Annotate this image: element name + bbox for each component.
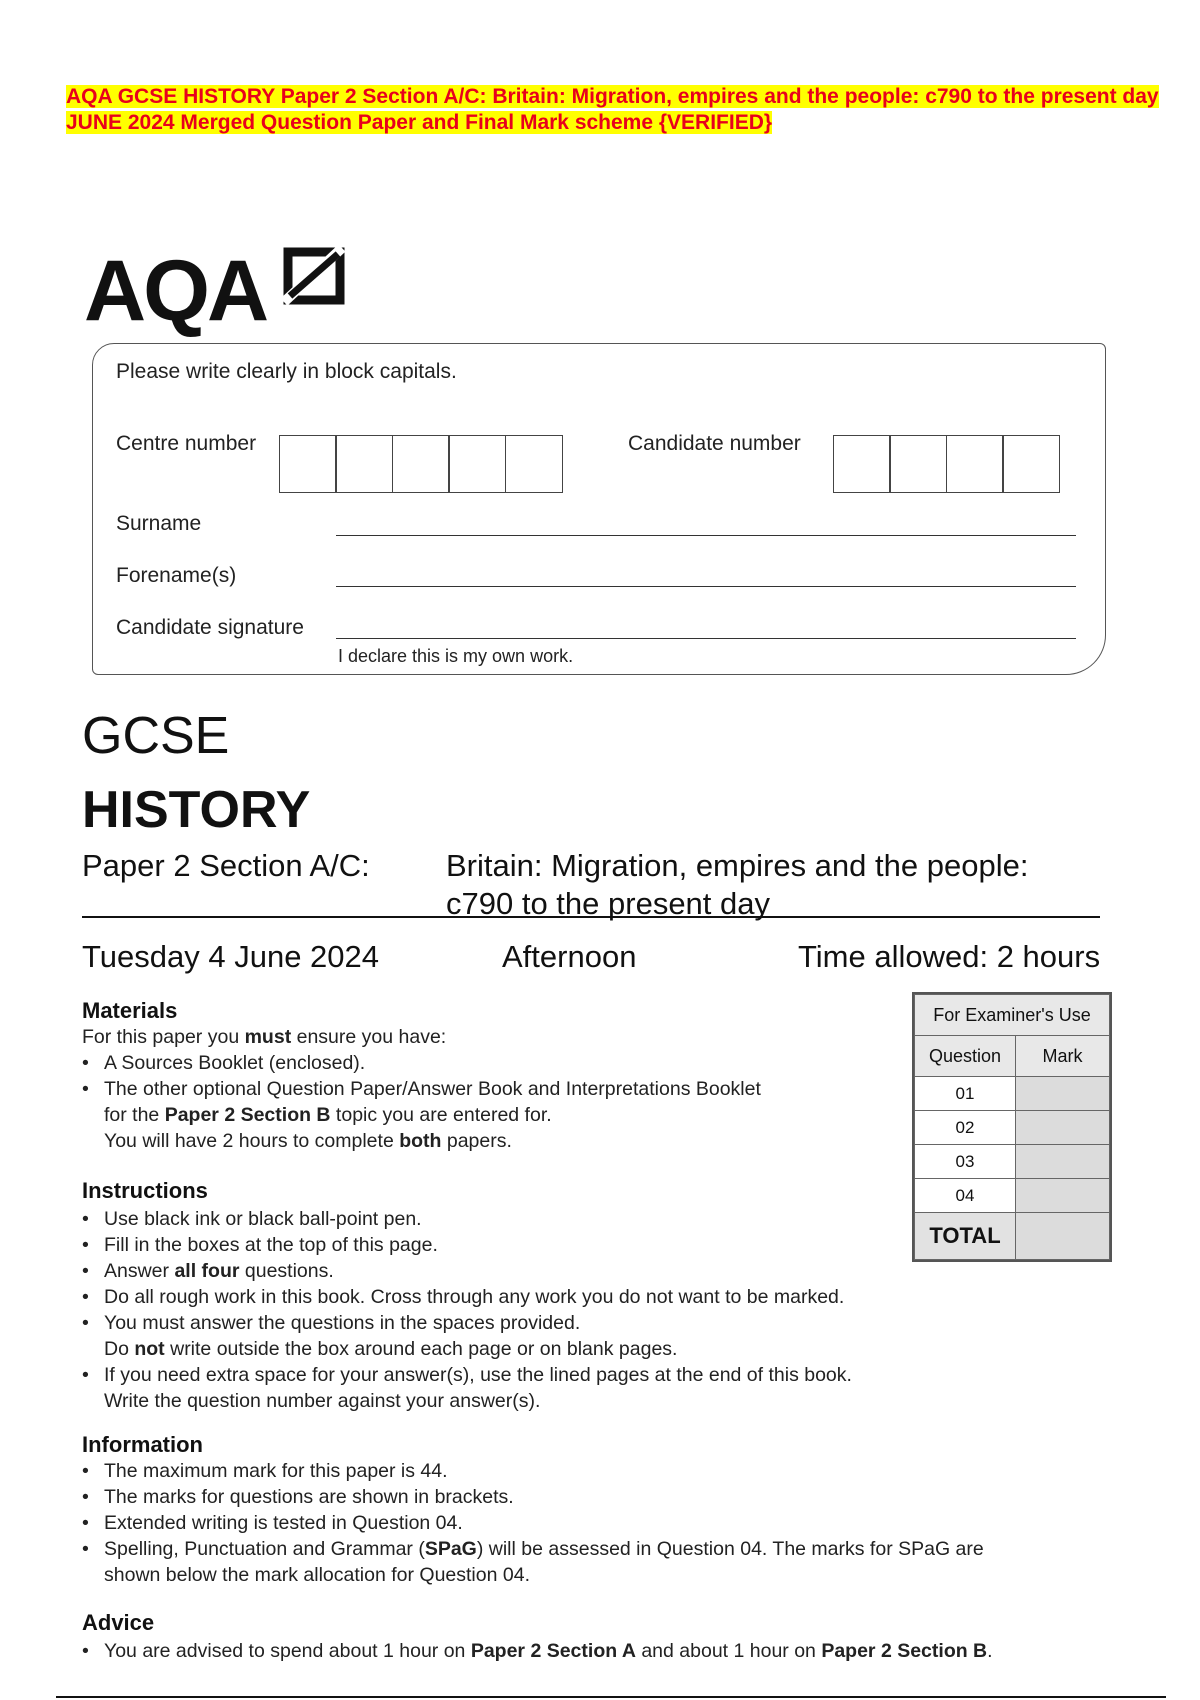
candidate-number-label: Candidate number (628, 432, 801, 455)
form-instruction: Please write clearly in block capitals. (116, 360, 457, 383)
signature-field[interactable] (336, 638, 1076, 639)
instruction-item: • Use black ink or black ball-point pen. (82, 1208, 422, 1230)
aqa-logo-mark-icon (280, 246, 346, 308)
examiners-use-table (912, 992, 1112, 1262)
mark-column-header: Mark (1016, 1036, 1110, 1077)
digit-box[interactable] (448, 435, 506, 493)
time-allowed: Time allowed: 2 hours (798, 939, 1101, 974)
exam-date: Tuesday 4 June 2024 (82, 939, 380, 974)
materials-intro: For this paper you must ensure you have: (82, 1026, 447, 1048)
digit-box[interactable] (946, 435, 1004, 493)
digit-box[interactable] (889, 435, 947, 493)
examiner-table-title: For Examiner's Use (915, 995, 1110, 1036)
digit-box[interactable] (833, 435, 891, 493)
information-item: • The marks for questions are shown in brackets. (82, 1486, 514, 1508)
exam-session: Afternoon (502, 939, 637, 974)
surname-label: Surname (116, 512, 202, 535)
table-row: 04 (915, 1179, 1110, 1213)
forenames-label: Forename(s) (116, 564, 237, 587)
surname-field[interactable] (336, 535, 1076, 536)
instruction-item: • If you need extra space for your answer(s), use the lined pages at the end of this book. Write the question number against your answer(s). (82, 1364, 852, 1412)
information-item: • The maximum mark for this paper is 44. (82, 1460, 448, 1482)
information-item: • Spelling, Punctuation and Grammar (SPaG) will be assessed in Question 04. The marks for SPaG are shown below the mark allocation for Question 04. (82, 1538, 984, 1586)
paper-title-line1: Britain: Migration, empires and the people: (446, 848, 1029, 883)
aqa-logo (84, 243, 354, 339)
table-row: 01 (915, 1077, 1110, 1111)
total-mark-cell (1016, 1213, 1110, 1260)
materials-bullet-1: • A Sources Booklet (enclosed). (82, 1052, 366, 1074)
centre-number-label: Centre number (116, 432, 257, 455)
advice-heading: Advice (82, 1610, 155, 1635)
digit-box[interactable] (1002, 435, 1060, 493)
candidate-number-input[interactable] (834, 435, 1060, 493)
forenames-field[interactable] (336, 586, 1076, 587)
materials-bullet-2: • The other optional Question Paper/Answer Book and Interpretations Booklet for the Paper 2 Section B topic you are entered for. You will have 2 hours to complete both papers. (82, 1078, 761, 1152)
mark-cell (1016, 1077, 1110, 1111)
paper-label: Paper 2 Section A/C: (82, 848, 370, 883)
title-divider (82, 916, 1100, 918)
information-heading: Information (82, 1432, 203, 1457)
page-bottom-rule (56, 1696, 1166, 1698)
mark-cell (1016, 1111, 1110, 1145)
materials-heading: Materials (82, 998, 178, 1023)
mark-cell (1016, 1179, 1110, 1213)
digit-box[interactable] (335, 435, 393, 493)
mark-cell (1016, 1145, 1110, 1179)
instruction-item: • Answer all four questions. (82, 1260, 334, 1282)
digit-box[interactable] (279, 435, 337, 493)
subject-title: HISTORY (82, 781, 311, 839)
aqa-logo-text: AQA (84, 243, 267, 339)
instruction-item: • You must answer the questions in the spaces provided. Do not write outside the box around each page or on blank pages. (82, 1312, 678, 1360)
advice-item: • You are advised to spend about 1 hour on Paper 2 Section A and about 1 hour on Paper 2 Section B. (82, 1640, 993, 1662)
instructions-heading: Instructions (82, 1178, 208, 1203)
instruction-item: • Do all rough work in this book. Cross through any work you do not want to be marked. (82, 1286, 845, 1308)
instruction-item: • Fill in the boxes at the top of this page. (82, 1234, 438, 1256)
declaration-text: I declare this is my own work. (338, 646, 574, 666)
paper-title-line2: c790 to the present day (446, 886, 771, 921)
digit-box[interactable] (505, 435, 563, 493)
centre-number-input[interactable] (280, 435, 563, 493)
total-row: TOTAL (915, 1213, 1110, 1260)
digit-box[interactable] (392, 435, 450, 493)
document-title-banner: AQA GCSE HISTORY Paper 2 Section A/C: Britain: Migration, empires and the people: c790 to the present day JUNE 2024 Merged Question Paper and Final Mark scheme {VERIFIED} (66, 85, 1159, 134)
question-column-header: Question (915, 1036, 1016, 1077)
signature-label: Candidate signature (116, 616, 304, 639)
table-row: 02 (915, 1111, 1110, 1145)
table-row: 03 (915, 1145, 1110, 1179)
information-item: • Extended writing is tested in Question 04. (82, 1512, 463, 1534)
qualification-title: GCSE (82, 707, 230, 765)
